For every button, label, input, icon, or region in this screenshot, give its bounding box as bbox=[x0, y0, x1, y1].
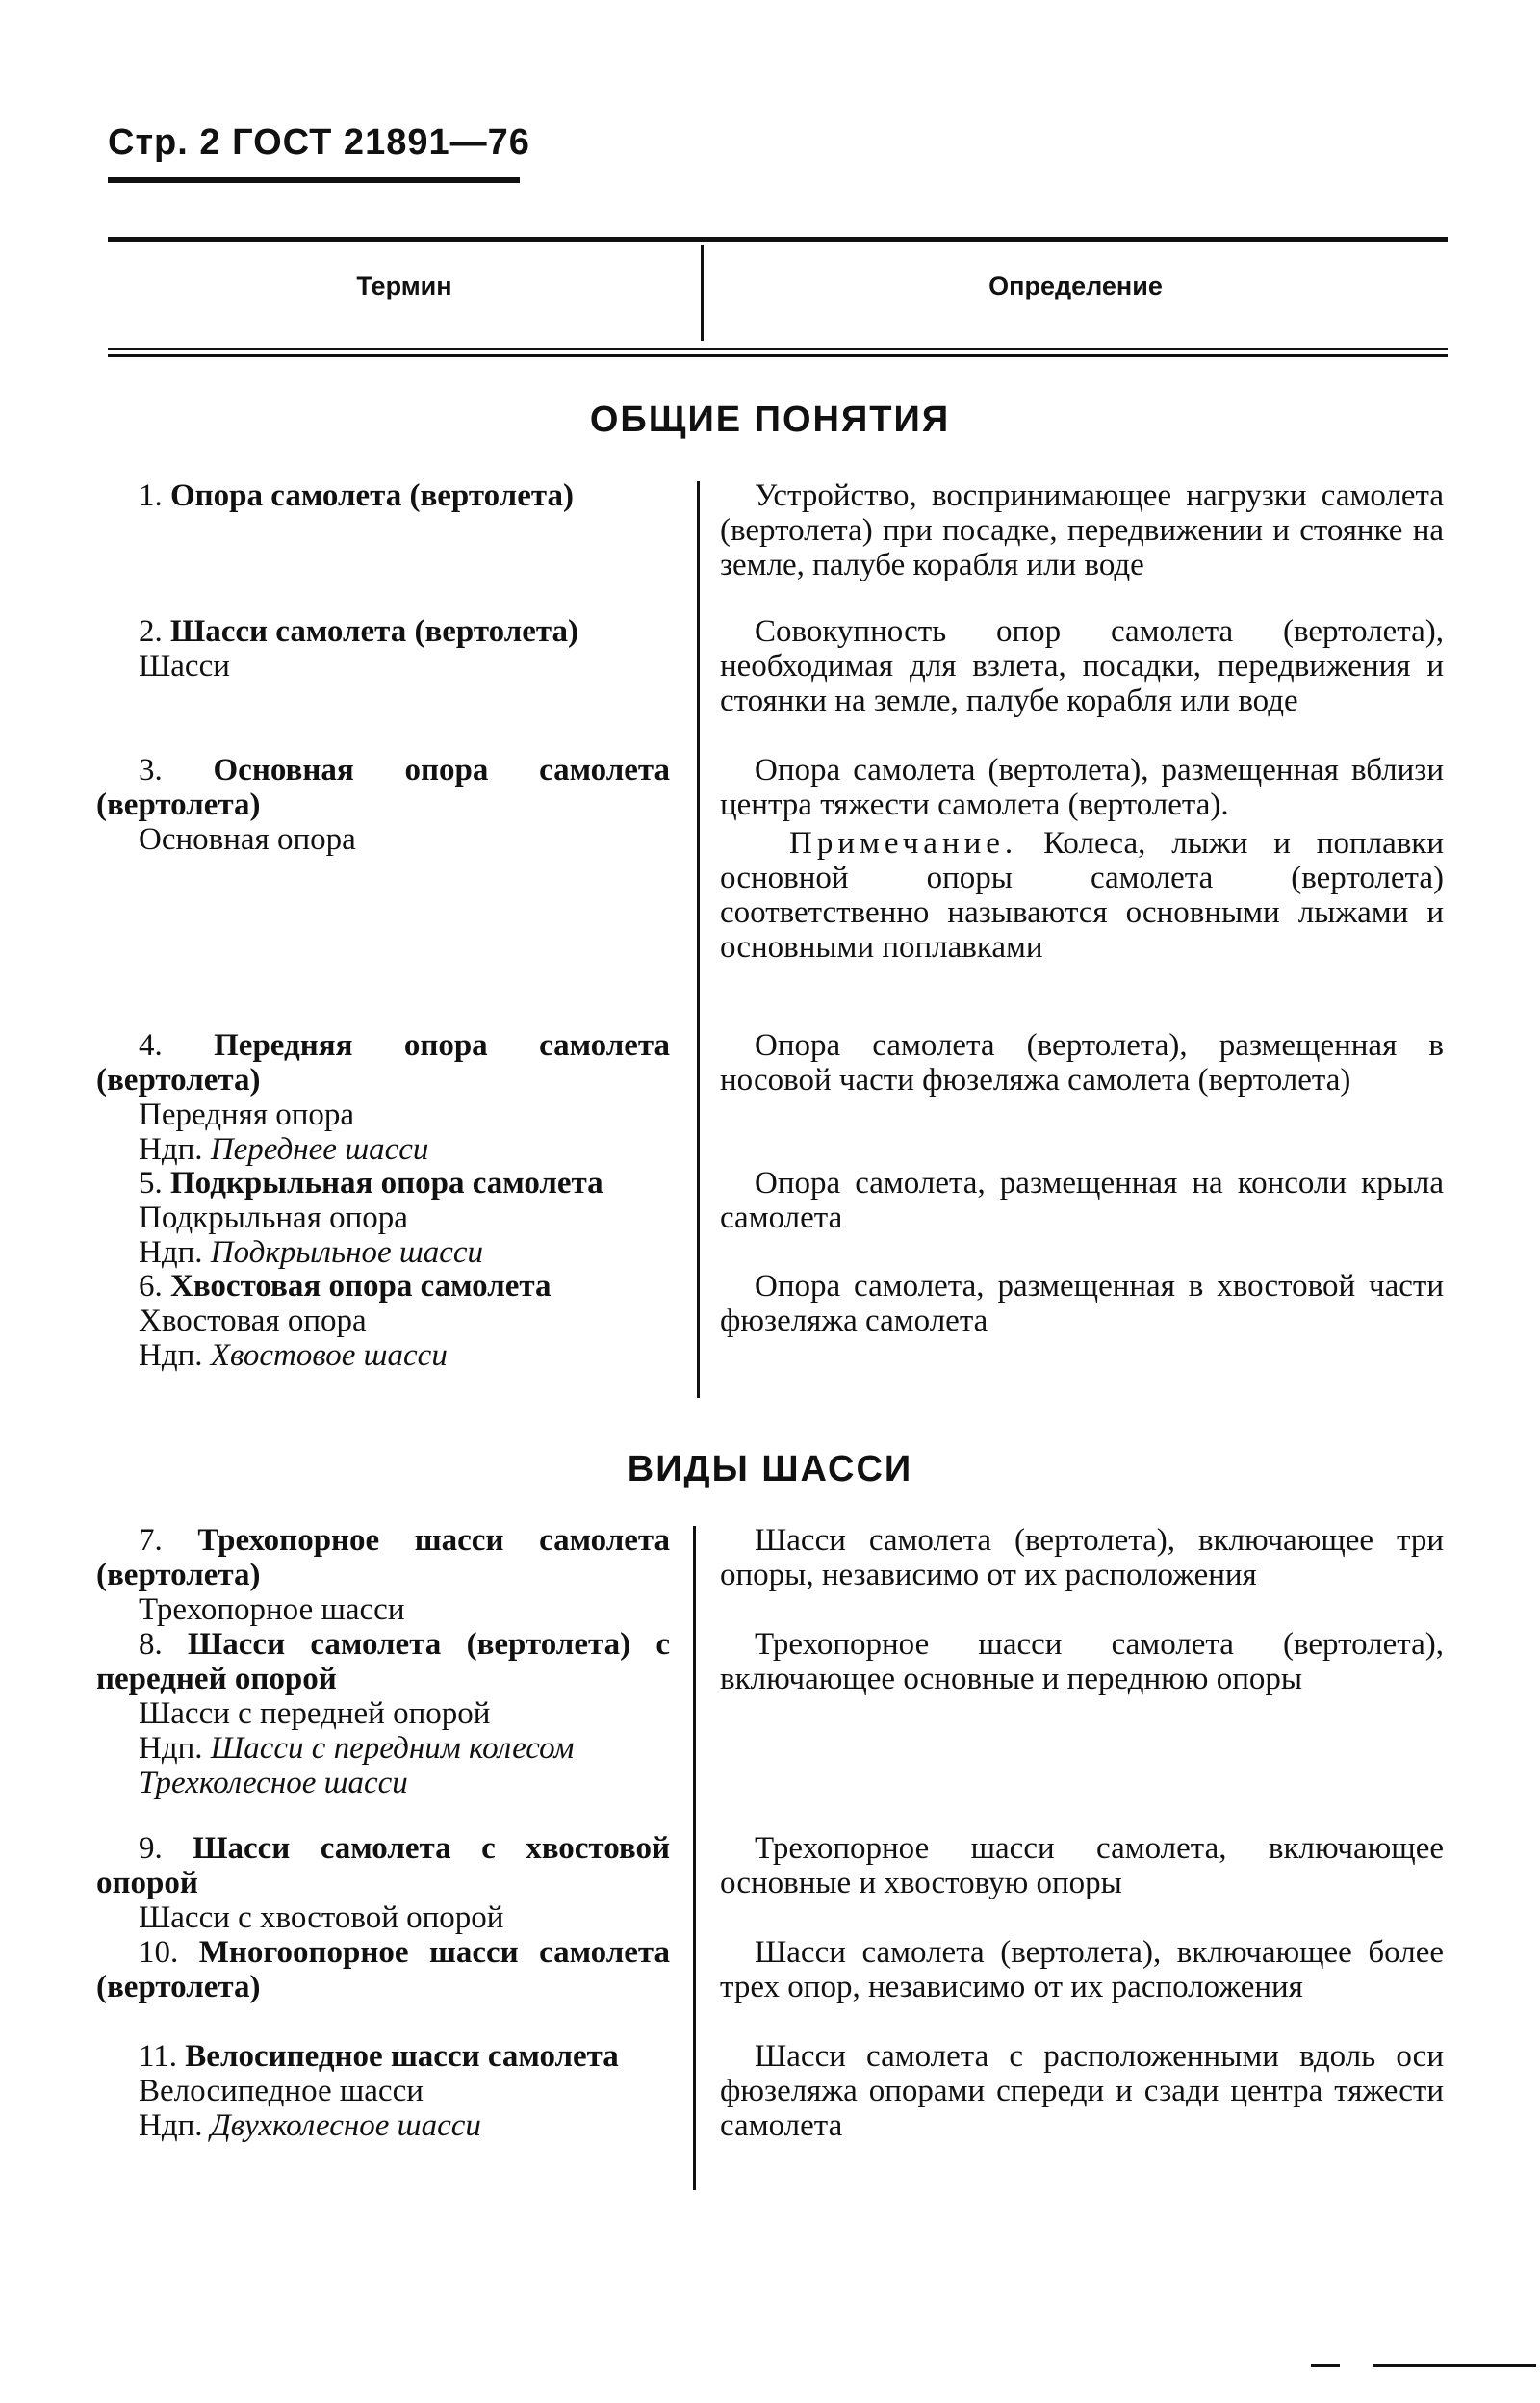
term-number: 6. bbox=[139, 1269, 163, 1304]
ndp-label: Ндп. bbox=[139, 1338, 203, 1373]
term-name: Шасси самолета (вертолета) с передней опорой bbox=[96, 1627, 671, 1696]
term-entry bbox=[96, 1166, 670, 1270]
term-synonym: Основная опора bbox=[139, 822, 356, 857]
term-ndp bbox=[96, 1338, 670, 1373]
definition-entry bbox=[720, 1269, 1444, 1338]
term-synonym: Шасси с передней опорой bbox=[139, 1696, 491, 1731]
term-name: Хвостовая опора самолета bbox=[170, 1269, 552, 1304]
definition-entry bbox=[720, 1166, 1444, 1235]
term-synonym: Хвостовая опора bbox=[139, 1304, 367, 1338]
term-synonym: Велосипедное шасси bbox=[139, 2074, 424, 2108]
term-entry bbox=[96, 478, 670, 513]
term-number: 4. bbox=[139, 1028, 163, 1063]
footer-rule-long bbox=[1373, 2364, 1536, 2367]
definition-text: Опора самолета (вертолета), размещенная вблизи центра тяжести самолета (вертолета). bbox=[720, 753, 1444, 822]
ndp-term: Переднее шасси bbox=[210, 1132, 429, 1167]
column-divider bbox=[697, 481, 700, 1398]
ndp-term: Двухколесное шасси bbox=[210, 2108, 481, 2143]
ndp-term: Шасси с передним колесом bbox=[210, 1731, 575, 1766]
definition-entry bbox=[720, 753, 1444, 965]
term-number: 1. bbox=[139, 478, 163, 513]
term-entry bbox=[96, 753, 670, 857]
term-name: Подкрыльная опора самолета bbox=[170, 1166, 603, 1201]
ndp-term: Хвостовое шасси bbox=[210, 1338, 448, 1373]
header-underline bbox=[108, 177, 520, 183]
term-number: 11. bbox=[139, 2039, 178, 2074]
footer-rule-short bbox=[1311, 2364, 1340, 2367]
term-entry bbox=[96, 2039, 670, 2143]
definition-text: Совокупность опор самолета (вертолета), необходимая для взлета, посадки, передвижения и стоянки на земле, палубе корабля или воде bbox=[720, 614, 1444, 718]
definition-text: Трехопорное шасси самолета (вертолета), включающее основные и переднюю опоры bbox=[720, 1627, 1444, 1696]
definition-text: Опора самолета (вертолета), размещенная в носовой части фюзеляжа самолета (вертолета) bbox=[720, 1028, 1444, 1098]
definition-text: Опора самолета, размещенная в хвостовой части фюзеляжа самолета bbox=[720, 1269, 1444, 1338]
term-entry bbox=[96, 1831, 670, 1935]
definition-text: Трехопорное шасси самолета, включающее основные и хвостовую опоры bbox=[720, 1831, 1444, 1900]
definition-text: Опора самолета, размещенная на консоли крыла самолета bbox=[720, 1166, 1444, 1235]
term-number: 2. bbox=[139, 614, 163, 649]
definition-text: Шасси самолета (вертолета), включающее более трех опор, независимо от их расположения bbox=[720, 1935, 1444, 2004]
term-number: 9. bbox=[139, 1831, 163, 1866]
term-number: 3. bbox=[139, 753, 163, 788]
definition-entry bbox=[720, 1028, 1444, 1098]
ndp-label: Ндп. bbox=[139, 1132, 203, 1167]
term-entry bbox=[96, 1523, 670, 1627]
term-name: Шасси самолета (вертолета) bbox=[170, 614, 578, 649]
term-synonym: Передняя опора bbox=[139, 1098, 355, 1132]
term-name: Основная опора самолета (вертолета) bbox=[96, 753, 670, 822]
term-name: Велосипедное шасси самолета bbox=[185, 2039, 619, 2074]
term-ndp bbox=[96, 1731, 670, 1766]
term-name: Многоопорное шасси самолета (вертолета) bbox=[96, 1935, 671, 2004]
table-top-rule bbox=[108, 237, 1448, 242]
definition-entry bbox=[720, 614, 1444, 718]
term-synonym: Шасси bbox=[139, 649, 230, 684]
term-name: Трехопорное шасси самолета (вертолета) bbox=[96, 1523, 670, 1592]
column-header-definition: Определение bbox=[988, 271, 1163, 300]
section-title: ВИДЫ ШАССИ bbox=[627, 1449, 913, 1489]
note-label: Примечание. bbox=[789, 826, 1018, 861]
ndp-term: Трехколесное шасси bbox=[139, 1766, 408, 1800]
definition-text: Шасси самолета с расположенными вдоль оси фюзеляжа опорами спереди и сзади центра тяжести самолета bbox=[720, 2039, 1444, 2143]
term-number: 10. bbox=[139, 1935, 179, 1970]
term-synonym: Подкрыльная опора bbox=[139, 1201, 408, 1235]
page-title: Стр. 2 ГОСТ 21891—76 bbox=[108, 122, 530, 163]
definition-entry bbox=[720, 478, 1444, 582]
table-head-rule-2 bbox=[108, 354, 1448, 357]
term-name: Передняя опора самолета (вертолета) bbox=[96, 1028, 671, 1098]
term-synonym: Трехопорное шасси bbox=[139, 1592, 405, 1627]
definition-entry bbox=[720, 1935, 1444, 2004]
section-title: ОБЩИЕ ПОНЯТИЯ bbox=[589, 400, 951, 440]
table-head-rule-1 bbox=[108, 348, 1448, 350]
definition-text: Устройство, воспринимающее нагрузки самолета (вертолета) при посадке, передвижении и стоянке на земле, палубе корабля или воде bbox=[720, 478, 1444, 582]
term-name: Опора самолета (вертолета) bbox=[170, 478, 574, 513]
definition-note bbox=[720, 826, 1444, 965]
ndp-label: Ндп. bbox=[139, 1235, 203, 1270]
term-number: 7. bbox=[139, 1523, 163, 1558]
definition-entry bbox=[720, 1831, 1444, 1900]
term-ndp bbox=[96, 1235, 670, 1270]
term-synonym: Шасси с хвостовой опорой bbox=[139, 1900, 504, 1935]
column-header-term: Термин bbox=[356, 271, 452, 300]
term-ndp bbox=[96, 1132, 670, 1167]
definition-text: Шасси самолета (вертолета), включающее три опоры, независимо от их расположения bbox=[720, 1523, 1444, 1592]
term-entry bbox=[96, 1627, 670, 1800]
page-header bbox=[108, 123, 530, 162]
note-text: Колеса, лыжи и поплавки основной опоры самолета (вертолета) соответственно называются основными лыжами и основными поплавками bbox=[720, 826, 1444, 965]
ndp-label: Ндп. bbox=[139, 1731, 203, 1766]
definition-entry bbox=[720, 1523, 1444, 1592]
column-divider bbox=[693, 1526, 696, 2190]
term-entry bbox=[96, 1935, 670, 2004]
term-entry bbox=[96, 614, 670, 684]
ndp-label: Ндп. bbox=[139, 2108, 203, 2143]
definition-entry bbox=[720, 1627, 1444, 1696]
term-number: 5. bbox=[139, 1166, 163, 1201]
term-ndp bbox=[96, 2108, 670, 2143]
term-name: Шасси самолета с хвостовой опорой bbox=[96, 1831, 670, 1900]
term-entry bbox=[96, 1028, 670, 1167]
term-entry bbox=[96, 1269, 670, 1373]
ndp-term: Подкрыльное шасси bbox=[210, 1235, 484, 1270]
definition-entry bbox=[720, 2039, 1444, 2143]
term-number: 8. bbox=[139, 1627, 163, 1662]
